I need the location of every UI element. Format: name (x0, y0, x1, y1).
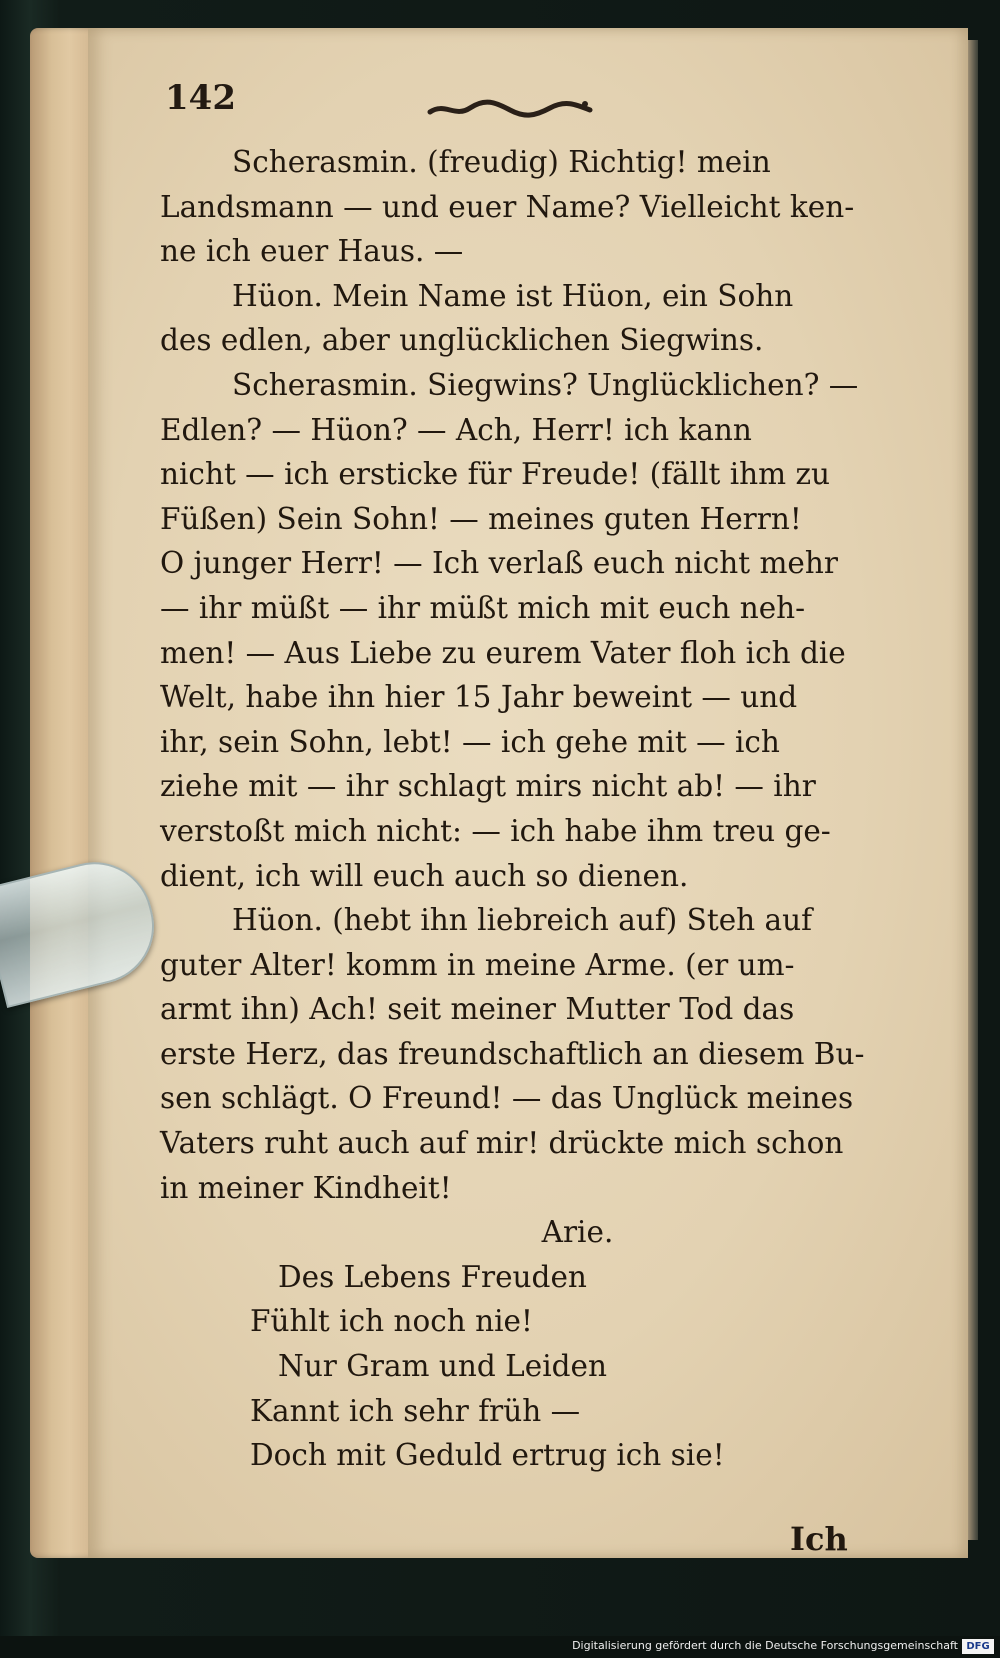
ornament-rule (425, 96, 595, 122)
text-line: Scherasmin. (freudig) Richtig! mein (232, 145, 771, 179)
text-line: sen schlägt. O Freund! — das Unglück meines (160, 1081, 854, 1116)
page-number: 142 (165, 78, 236, 118)
text-line: O junger Herr! — Ich verlaß euch nicht mehr (160, 546, 838, 581)
digitization-footer (0, 1636, 1000, 1658)
text-line: erste Herz, das freundschaftlich an diesem Bu- (160, 1036, 865, 1071)
text-line: — ihr müßt — ihr müßt mich mit euch neh- (160, 590, 806, 625)
verse-line: Nur Gram und Leiden (278, 1349, 607, 1384)
text-line: men! — Aus Liebe zu eurem Vater floh ich die (160, 635, 846, 670)
text-line: Edlen? — Hüon? — Ach, Herr! ich kann (160, 412, 752, 447)
verse-line: Doch mit Geduld ertrug ich sie! (250, 1438, 725, 1473)
text-line: dient, ich will euch auch so dienen. (160, 858, 689, 893)
dfg-logo: DFG (962, 1639, 994, 1654)
binding-edge (968, 40, 978, 1540)
aria-heading: Arie. (541, 1215, 614, 1250)
text-line: Vaters ruht auch auf mir! drückte mich schon (160, 1126, 844, 1161)
text-line: Hüon. (hebt ihn liebreich auf) Steh auf (232, 903, 813, 938)
text-line: Hüon. Mein Name ist Hüon, ein Sohn (232, 278, 794, 313)
text-line: Scherasmin. Siegwins? Unglücklichen? — (232, 367, 859, 402)
text-line: Landsmann — und euer Name? Vielleicht ken- (160, 189, 855, 224)
verse-line: Des Lebens Freuden (278, 1259, 587, 1294)
page-header (165, 78, 845, 128)
catchword: Ich (790, 1520, 848, 1558)
text-line: armt ihn) Ach! seit meiner Mutter Tod das (160, 992, 795, 1027)
text-line: nicht — ich ersticke für Freude! (fällt ihm zu (160, 457, 831, 492)
text-line: Füßen) Sein Sohn! — meines guten Herrn! (160, 501, 802, 536)
page-text (160, 140, 875, 1478)
verse-line: Kannt ich sehr früh — (250, 1393, 581, 1428)
text-line: Welt, habe ihn hier 15 Jahr beweint — und (160, 680, 798, 715)
text-line: ne ich euer Haus. — (160, 234, 464, 269)
verse-line: Fühlt ich noch nie! (250, 1304, 533, 1339)
text-line: des edlen, aber unglücklichen Siegwins. (160, 323, 764, 358)
footer-credit: Digitalisierung gefördert durch die Deutsche Forschungsgemeinschaft (572, 1639, 958, 1652)
text-line: guter Alter! komm in meine Arme. (er um- (160, 947, 795, 982)
text-line: verstoßt mich nicht: — ich habe ihm treu ge- (160, 813, 831, 848)
text-line: in meiner Kindheit! (160, 1170, 452, 1205)
text-line: ihr, sein Sohn, lebt! — ich gehe mit — ich (160, 724, 780, 759)
text-line: ziehe mit — ihr schlagt mirs nicht ab! — ihr (160, 769, 816, 804)
